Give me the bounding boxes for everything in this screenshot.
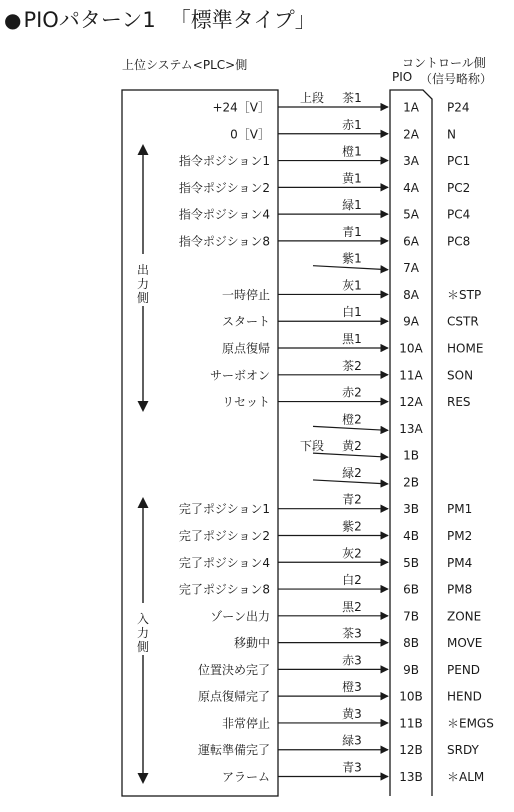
pin-number: 8B bbox=[403, 636, 419, 651]
signal-row bbox=[198, 734, 480, 758]
pin-number: 1B bbox=[403, 448, 419, 463]
signal-name: 一時停止 bbox=[221, 287, 270, 302]
pin-number: 9A bbox=[403, 314, 419, 329]
signal-abbr: ＊EMGS bbox=[447, 716, 494, 731]
wire-color: 黄1 bbox=[342, 171, 362, 186]
signal-name: 原点復帰完了 bbox=[197, 689, 270, 704]
signal-row bbox=[179, 518, 472, 543]
side-label-char: 側 bbox=[136, 640, 150, 654]
signal-row bbox=[313, 439, 419, 463]
signal-abbr: MOVE bbox=[447, 636, 483, 651]
signal-name: 原点復帰 bbox=[221, 341, 270, 356]
pin-number: 12A bbox=[399, 395, 423, 410]
pin-number: 6B bbox=[403, 582, 419, 597]
signal-row bbox=[222, 707, 494, 731]
title-sub: 「標準タイプ」 bbox=[169, 8, 316, 32]
pin-number: 1A bbox=[403, 100, 419, 115]
wire-color: 茶2 bbox=[342, 358, 362, 373]
signal-row bbox=[222, 760, 484, 785]
signal-name: 0［V］ bbox=[230, 127, 270, 142]
signal-row bbox=[179, 144, 470, 169]
signal-row bbox=[222, 385, 470, 410]
signal-abbr: PM8 bbox=[447, 582, 473, 597]
signal-name: 指令ポジション4 bbox=[178, 207, 270, 222]
signal-row bbox=[222, 305, 479, 329]
signal-row bbox=[179, 198, 470, 222]
signal-name: 指令ポジション1 bbox=[178, 154, 270, 169]
wire-color: 黒1 bbox=[342, 332, 362, 347]
signal-name: ゾーン出力 bbox=[210, 609, 270, 624]
pin-number: 4A bbox=[403, 180, 419, 195]
signal-name: 完了ポジション8 bbox=[178, 582, 270, 597]
signal-name: 非常停止 bbox=[221, 716, 270, 731]
signal-abbr: PC8 bbox=[447, 234, 471, 249]
abbr-header-label: （信号略称） bbox=[420, 72, 493, 86]
signal-abbr: ＊STP bbox=[447, 287, 482, 302]
side-label-char: 入 bbox=[136, 612, 150, 626]
wire-line-open bbox=[313, 480, 388, 484]
wire-line-open bbox=[313, 266, 388, 270]
signal-row bbox=[179, 224, 470, 249]
wire-color: 赤3 bbox=[342, 653, 362, 668]
signal-abbr: HOME bbox=[447, 341, 484, 356]
signal-row bbox=[222, 278, 481, 302]
signal-row bbox=[222, 332, 483, 356]
pin-number: 11A bbox=[399, 368, 423, 383]
wire-color: 青1 bbox=[342, 224, 362, 239]
wire-color: 黄3 bbox=[342, 706, 362, 721]
signal-name: アラーム bbox=[221, 770, 270, 784]
signal-abbr: SON bbox=[447, 368, 474, 383]
signal-name: 運転準備完了 bbox=[197, 743, 270, 758]
host-side-label: 上位システム<PLC>側 bbox=[122, 58, 248, 72]
wire-color: 赤1 bbox=[342, 117, 362, 132]
signal-abbr: PC4 bbox=[447, 207, 471, 222]
arrow-up-icon bbox=[138, 497, 149, 508]
signal-row bbox=[313, 251, 420, 276]
pin-number: 10B bbox=[399, 689, 423, 704]
signal-abbr: PM2 bbox=[447, 528, 473, 543]
pin-number: 12B bbox=[399, 743, 423, 758]
pin-number: 13B bbox=[399, 770, 423, 784]
signal-row bbox=[313, 466, 419, 490]
pin-number: 2B bbox=[403, 475, 419, 490]
signal-row bbox=[210, 600, 481, 624]
signal-row bbox=[210, 359, 473, 383]
output-side-bracket bbox=[137, 144, 149, 412]
pin-number: 5B bbox=[403, 555, 419, 570]
wire-color: 黒2 bbox=[342, 599, 362, 614]
wire-color: 茶1 bbox=[342, 91, 362, 105]
wire-color: 黄2 bbox=[342, 439, 362, 454]
wire-color: 緑1 bbox=[342, 198, 362, 213]
signal-name: +24［V］ bbox=[212, 100, 270, 115]
wire-color: 橙3 bbox=[342, 680, 362, 695]
pin-number: 3B bbox=[403, 502, 419, 517]
arrow-down-icon bbox=[138, 401, 149, 412]
side-label-char: 力 bbox=[136, 277, 150, 291]
signal-abbr: HEND bbox=[447, 689, 482, 704]
wire-color: 白2 bbox=[342, 573, 362, 588]
pin-number: 9B bbox=[403, 662, 419, 677]
signal-abbr: CSTR bbox=[447, 314, 479, 329]
wire-color: 紫1 bbox=[342, 251, 362, 266]
signal-name: リセット bbox=[222, 395, 270, 410]
signal-abbr: ZONE bbox=[447, 609, 482, 624]
signal-row bbox=[230, 117, 456, 142]
signal-name: スタート bbox=[221, 314, 270, 329]
side-label-char: 力 bbox=[136, 626, 150, 640]
input-side-bracket bbox=[137, 497, 149, 784]
signal-abbr: RES bbox=[447, 395, 471, 410]
pin-number: 6A bbox=[403, 234, 419, 249]
tier-label-upper: 上段 bbox=[300, 91, 325, 105]
wire-color: 紫2 bbox=[342, 519, 362, 534]
side-label-char: 出 bbox=[136, 263, 150, 277]
signal-name: サーボオン bbox=[209, 368, 270, 383]
signal-row bbox=[313, 411, 424, 436]
pin-number: 11B bbox=[399, 716, 423, 731]
signal-name: 位置決め完了 bbox=[197, 662, 270, 677]
wire-color: 灰2 bbox=[342, 546, 362, 561]
signal-row bbox=[198, 652, 480, 677]
pin-number: 10A bbox=[399, 341, 423, 356]
wire-color: 青2 bbox=[342, 492, 362, 507]
wire-color: 緑3 bbox=[342, 733, 362, 748]
wire-color: 白1 bbox=[342, 305, 362, 320]
signal-row bbox=[179, 546, 472, 570]
pin-number: 2A bbox=[403, 127, 419, 142]
wire-color: 青3 bbox=[342, 760, 362, 775]
pin-number: 3A bbox=[403, 154, 419, 169]
signal-abbr: SRDY bbox=[447, 743, 479, 758]
arrow-up-icon bbox=[138, 144, 149, 155]
wire-color: 橙2 bbox=[342, 412, 362, 427]
signal-row bbox=[179, 171, 470, 195]
title-main: PIOパターン1 bbox=[23, 8, 156, 32]
signal-row bbox=[212, 91, 469, 115]
signal-row bbox=[179, 573, 472, 597]
signal-abbr: P24 bbox=[447, 100, 470, 115]
signal-abbr: PM4 bbox=[447, 555, 473, 570]
bullet-icon: ● bbox=[4, 8, 22, 32]
pin-number: 8A bbox=[403, 287, 419, 302]
signal-row bbox=[179, 492, 472, 517]
signal-row bbox=[198, 679, 482, 704]
signal-abbr: PM1 bbox=[447, 502, 473, 517]
pin-number: 4B bbox=[403, 528, 419, 543]
side-label-char: 側 bbox=[136, 291, 150, 305]
tier-label-lower: 下段 bbox=[300, 439, 325, 454]
signal-name: 指令ポジション2 bbox=[178, 180, 270, 195]
signal-row bbox=[234, 627, 482, 651]
wire-color: 灰1 bbox=[342, 278, 362, 293]
signal-name: 完了ポジション4 bbox=[178, 555, 270, 570]
signal-name: 完了ポジション2 bbox=[178, 528, 270, 543]
pio-label: PIO bbox=[392, 70, 413, 84]
controller-side-label: コントロール側 bbox=[402, 56, 486, 70]
wire-color: 赤2 bbox=[342, 385, 362, 400]
signal-abbr: PC1 bbox=[447, 154, 471, 169]
signal-abbr: ＊ALM bbox=[447, 770, 485, 784]
signal-name: 移動中 bbox=[233, 636, 270, 651]
signal-abbr: N bbox=[447, 127, 456, 142]
pin-number: 5A bbox=[403, 207, 419, 222]
wire-color: 緑2 bbox=[342, 465, 362, 480]
wire-line-open bbox=[313, 426, 388, 430]
pin-number: 7B bbox=[403, 609, 419, 624]
signal-abbr: PC2 bbox=[447, 180, 471, 195]
arrow-down-icon bbox=[138, 773, 149, 784]
wire-color: 茶3 bbox=[342, 626, 362, 641]
wire-color: 橙1 bbox=[342, 144, 362, 159]
signal-name: 完了ポジション1 bbox=[178, 502, 270, 517]
pin-number: 7A bbox=[403, 261, 419, 276]
pin-number: 13A bbox=[399, 421, 423, 436]
signal-abbr: PEND bbox=[447, 662, 481, 677]
wire-line-open bbox=[313, 453, 388, 457]
signal-name: 指令ポジション8 bbox=[178, 234, 270, 249]
